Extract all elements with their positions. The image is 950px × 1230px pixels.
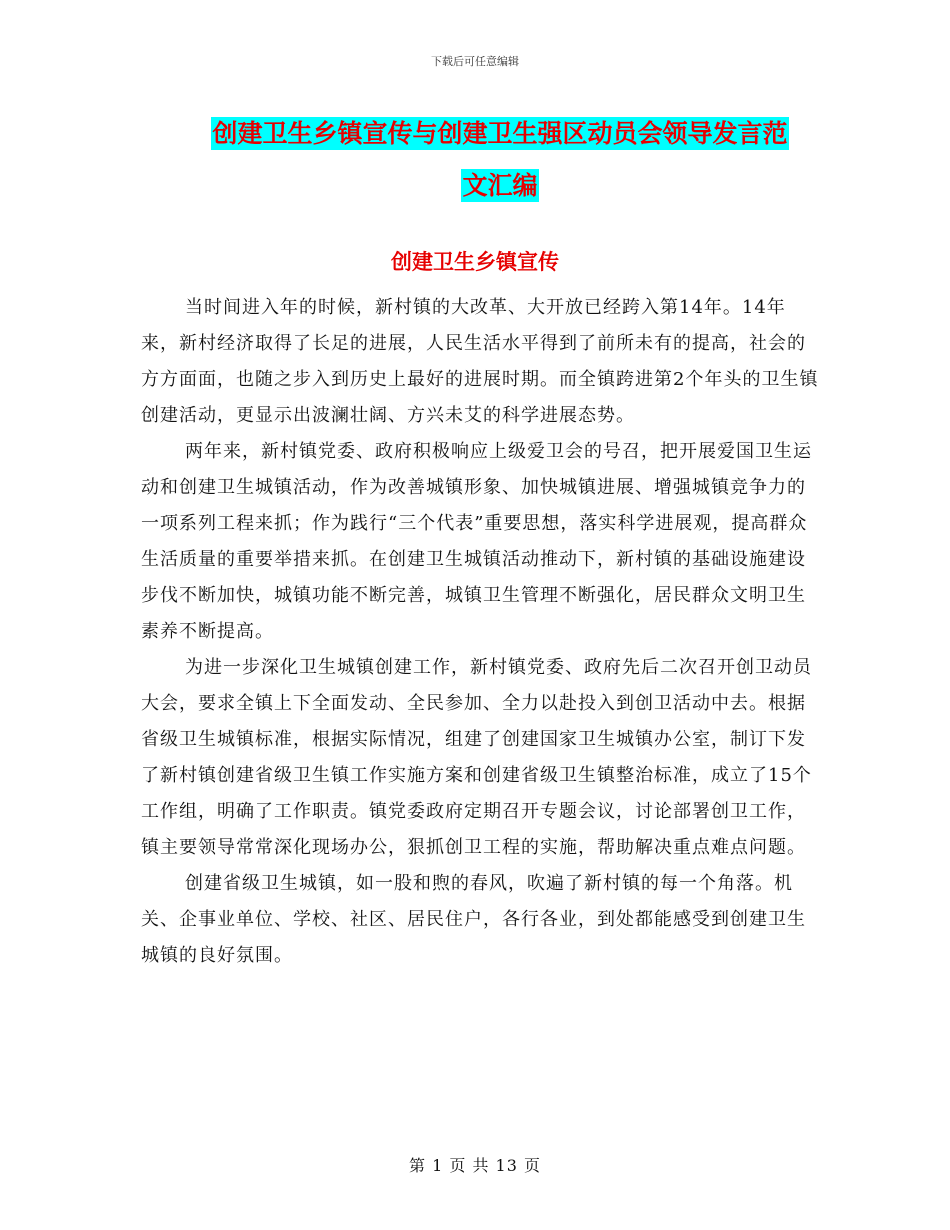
paragraph-4: 创建省级卫生城镇，如一股和煦的春风，吹遍了新村镇的每一个角落。机关、企事业单位、学校、社区、居民住户，各行各业，到处都能感受到创建卫生城镇的良好氛围。 — [141, 873, 806, 966]
section-title: 创建卫生乡镇宣传 — [391, 250, 559, 274]
document-title — [180, 108, 820, 212]
paragraph-3: 为进一步深化卫生城镇创建工作，新村镇党委、政府先后二次召开创卫动员大会，要求全镇上下全面发动、全民参加、全力以赴投入到创卫活动中去。根据省级卫生城镇标准，根据实际情况，组建了创建国家卫生城镇办公室，制订下发了新村镇创建省级卫生镇工作实施方案和创建省级卫生镇整治标准，成立了15个工作组，明确了工作职责。镇党委政府定期召开专题会议，讨论部署创卫工作，镇主要领导常常深化现场办公，狠抓创卫工程的实施，帮助解决重点难点问题。 — [141, 657, 812, 858]
page-header-note: 下载后可任意编辑 — [431, 55, 519, 68]
document-body — [141, 290, 821, 974]
paragraph-1: 当时间进入年的时候，新村镇的大改革、大开放已经跨入第14年。14年来，新村经济取得了长足的进展，人民生活水平得到了前所未有的提高，社会的方方面面，也随之步入到历史上最好的进展时期。而全镇跨进第2个年头的卫生镇创建活动，更显示出波澜壮阔、方兴未艾的科学进展态势。 — [141, 297, 819, 426]
page-footer — [0, 1153, 950, 1176]
document-title-line1: 创建卫生乡镇宣传与创建卫生强区动员会领导发言范 — [212, 119, 788, 148]
document-title-line2: 文汇编 — [462, 171, 538, 200]
page-number-label: 第 1 页 共 13 页 — [409, 1156, 541, 1175]
paragraph-2: 两年来，新村镇党委、政府积极响应上级爱卫会的号召，把开展爱国卫生运动和创建卫生城镇活动，作为改善城镇形象、加快城镇进展、增强城镇竞争力的一项系列工程来抓；作为践行“三个代表”重要思想，落实科学进展观，提高群众生活质量的重要举措来抓。在创建卫生城镇活动推动下，新村镇的基础设施建设步伐不断加快，城镇功能不断完善，城镇卫生管理不断强化，居民群众文明卫生素养不断提高。 — [141, 441, 812, 642]
